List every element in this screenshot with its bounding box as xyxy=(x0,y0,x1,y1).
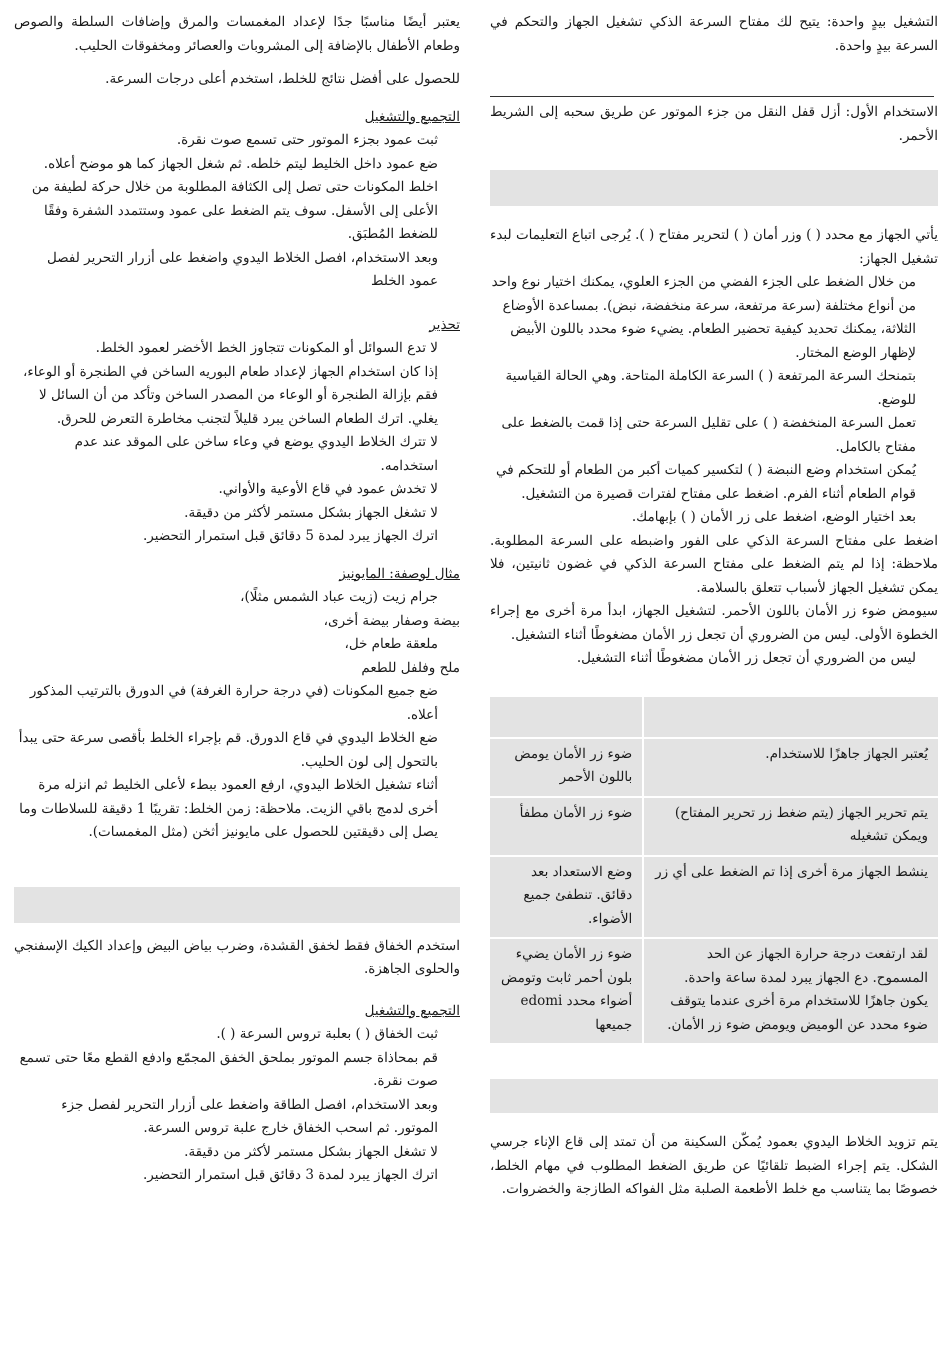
section-header-bar xyxy=(14,887,460,923)
list-item: وبعد الاستخدام، افصل الطاقة واضغط على أزرار التحرير لفصل جزء الموتور. ثم اسحب الخفاق خارج علبة تروس السرعة. xyxy=(61,1096,438,1136)
table-row xyxy=(490,738,938,797)
status-description: لقد ارتفعت درجة حرارة الجهاز عن الحد المسموح. دع الجهاز يبرد لمدة ساعة واحدة. يكون جاهزًا للاستخدام مرة أخرى عندما يتوقف ضوء محدد عن الوميض ويومض ضوء زر الأمان. xyxy=(643,938,938,1044)
status-light: وضع الاستعداد بعد دقائق. تنطفئ جميع الأضواء. xyxy=(490,856,643,939)
recipe-step: ضع جميع المكونات (في درجة حرارة الغرفة) في الدورق بالترتيب المذكور أعلاه. xyxy=(29,683,438,723)
section-header-bar xyxy=(490,1079,938,1113)
recipe-steps xyxy=(14,680,460,845)
table-row xyxy=(490,797,938,856)
list-item: إذا كان استخدام الجهاز لإعداد طعام البوريه الساخن في الطنجرة أو الوعاء، فقم بإزالة الطنجرة أو الوعاء من المصدر الساخن وتأكد من أن السائل لا يغلي. اترك الطعام الساخن يبرد قليلاً لتجنب مخاطرة التعرض للحرق. xyxy=(23,363,438,427)
warning-list xyxy=(14,337,460,549)
status-light-table xyxy=(490,697,938,1046)
device-intro-text: يأتي الجهاز مع محدد ( ) وزر أمان ( ) لتحرير مفتاح ( ). يُرجى اتباع التعليمات لبدء تشغيل الجهاز: xyxy=(490,227,938,267)
recipe-heading: مثال لوصفة: المايونيز xyxy=(339,565,460,582)
list-item: قم بمحاذاة جسم الموتور بملحق الخفق المجمّع وادفع القطع معًا حتى تسمع صوت نقرة. xyxy=(19,1049,438,1089)
ingredient-item: ملح وفلفل للطعم xyxy=(361,659,460,676)
blender-shaft-text: يتم تزويد الخلاط اليدوي بعمود يُمكّن السكينة من أن تمتد إلى قاع الإناء جرسي الشكل. يتم إجراء الضبط تلقائيًا عن طريق الضغط المطلوب في مهام الخلط، خصوصًا بما يتناسب مع خلط الأطعمة الصلبة مثل الفواكه الطازجة والخضروات. xyxy=(490,1134,938,1197)
best-results-text: للحصول على أفضل نتائج للخلط، استخدم أعلى درجات السرعة. xyxy=(105,71,460,87)
step-high-speed: بتمنحك السرعة المرتفعة ( ) السرعة الكاملة المتاحة. وهي الحالة القياسية للوضع. xyxy=(505,368,916,408)
table-header-cell xyxy=(643,697,938,738)
status-description: ينشط الجهاز مرة أخرى إذا تم الضغط على أي زر xyxy=(643,856,938,939)
left-column xyxy=(14,0,460,1188)
table-header-row xyxy=(490,697,938,738)
ingredient-item: جرام زيت (زيت عباد الشمس مثلًا)، xyxy=(240,589,438,605)
step-low-speed: تعمل السرعة المنخفضة ( ) على تقليل السرعة حتى إذا قمت بالضغط على مفتاح بالكامل. xyxy=(501,415,916,455)
step-smart-switch: اضغط على مفتاح السرعة الذكي على الفور واضبطه على السرعة المطلوبة. ملاحظة: إذا لم يتم الضغط على مفتاح السرعة الذكي في غضون ثانيتين، فلا يمكن تشغيل الجهاز لأسباب تتعلق بالسلامة. xyxy=(490,532,938,596)
list-item: ثبت الخفاق ( ) بعلبة تروس السرعة ( ). xyxy=(216,1026,438,1042)
status-description: يُعتبر الجهاز جاهزًا للاستخدام. xyxy=(643,738,938,797)
whisk-intro-text: استخدم الخفاق فقط لخفق القشدة، وضرب بياض البيض وإعداد الكيك الإسفنجي والحلوى الجاهزة. xyxy=(14,937,460,977)
list-item: اترك الجهاز يبرد لمدة 5 دقائق قبل استمرار التحضير. xyxy=(143,528,438,544)
list-item: ثبت عمود بجزء الموتور حتى تسمع صوت نقرة. xyxy=(176,132,438,148)
step-safety-button: بعد اختيار الوضع، اضغط على زر الأمان ( ) بإبهامك. xyxy=(631,509,916,525)
status-description: يتم تحرير الجهاز (يتم ضغط زر تحرير المفتاح) ويمكن تشغيله xyxy=(643,797,938,856)
section-header-bar xyxy=(490,170,938,206)
step-note: ليس من الضروري أن تجعل زر الأمان مضغوطًا أثناء التشغيل. xyxy=(576,650,916,666)
uses-text: يعتبر أيضًا مناسبًا جدًا لإعداد المغمسات والمرق وإضافات السلطة والصوص وطعام الأطفال بالإضافة إلى المشروبات والعصائر ومخفوقات الحليب. xyxy=(14,14,460,54)
table-row xyxy=(490,938,938,1044)
list-item: اترك الجهاز يبرد لمدة 3 دقائق قبل استمرار التحضير. xyxy=(143,1167,438,1183)
right-column xyxy=(490,0,938,1202)
recipe-step: ضع الخلاط اليدوي في قاع الدورق. قم بإجراء الخلط بأقصى سرعة حتى يبدأ بالتحول إلى لون الحليب. xyxy=(18,730,438,770)
first-use-text: الاستخدام الأول: أزل قفل النقل من جزء الموتور عن طريق سحبه إلى الشريط الأحمر. xyxy=(490,104,938,144)
list-item: اخلط المكونات حتى تصل إلى الكثافة المطلوبة من خلال حركة لطيفة من الأعلى إلى الأسفل. سوف يتم الضغط على عمود وستتمدد الشفرة وفقًا للضغط المُطبَق. xyxy=(31,179,438,242)
operation-steps xyxy=(490,271,938,671)
assembly-list xyxy=(14,129,460,294)
status-light: ضوء زر الأمان يومض باللون الأحمر xyxy=(490,738,643,797)
status-light: ضوء زر الأمان مطفأ xyxy=(490,797,643,856)
list-item: ضع عمود داخل الخليط ليتم خلطه. ثم شغل الجهاز كما هو موضح أعلاه. xyxy=(43,155,438,172)
ingredient-item: بيضة وصفار بيضة أخرى، xyxy=(323,612,460,629)
ingredient-list xyxy=(14,586,460,680)
whisk-list xyxy=(14,1023,460,1188)
list-item: لا تشغل الجهاز بشكل مستمر لأكثر من دقيقة. xyxy=(184,504,438,521)
warning-heading: تحذير xyxy=(429,316,460,333)
step-pulse: يُمكن استخدام وضع النبضة ( ) لتكسير كميات أكبر من الطعام أو للتحكم في قوام الطعام أثناء الفرم. اضغط على مفتاح لفترات قصيرة من التشغيل. xyxy=(495,462,916,502)
one-hand-operation-text: التشغيل بيدٍ واحدة: يتيح لك مفتاح السرعة الذكي تشغيل الجهاز والتحكم في السرعة بيدٍ واحدة. xyxy=(490,14,938,54)
step-mode-select: من خلال الضغط على الجزء الفضي من الجزء العلوي، يمكنك اختيار نوع واحد من أنواع مختلفة (سرعة مرتفعة، سرعة منخفضة، نبض). بمساعدة الأوضاع الثلاثة، يمكنك تحديد كيفية تحضير الطعام. يضيء ضوء محدد باللون الأبيض لإظهار الوضع المختار. xyxy=(491,274,916,361)
status-light: ضوء زر الأمان يضيء بلون أحمر ثابت وتومض أضواء محدد edomi جميعها xyxy=(490,938,643,1044)
step-red-light: سيومض ضوء زر الأمان باللون الأحمر. لتشغيل الجهاز، ابدأ مرة أخرى مع إجراء الخطوة الأولى. ليس من الضروري أن تجعل زر الأمان مضغوطًا أثناء التشغيل. xyxy=(490,603,938,643)
recipe-step: أثناء تشغيل الخلاط اليدوي، ارفع العمود ببطء لأعلى الخليط ثم انزله مرة أخرى لدمج باقي الزيت. ملاحظة: زمن الخلط: تقريبًا 1 دقيقة للسلاطات وما يصل إلى دقيقتين للحصول على مايونيز أثخن (مثل المغمسات). xyxy=(19,777,438,840)
list-item: لا تترك الخلاط اليدوي يوضع في وعاء ساخن على الموقد عند عدم استخدامه. xyxy=(74,434,438,474)
table-row xyxy=(490,856,938,939)
assembly-heading: التجميع والتشغيل xyxy=(364,108,460,125)
whisk-assembly-heading: التجميع والتشغيل xyxy=(364,1002,460,1019)
list-item: لا تدع السوائل أو المكونات تتجاوز الخط الأخضر لعمود الخلط. xyxy=(95,340,438,356)
list-item: وبعد الاستخدام، افصل الخلاط اليدوي واضغط على أزرار التحرير لفصل عمود الخلط xyxy=(46,249,438,289)
ingredient-item: ملعقة طعام خل، xyxy=(344,636,438,652)
list-item: لا تخدش عمود في قاع الأوعية والأواني. xyxy=(218,481,438,497)
list-item: لا تشغل الجهاز بشكل مستمر لأكثر من دقيقة. xyxy=(184,1143,438,1160)
table-header-cell xyxy=(490,697,643,738)
